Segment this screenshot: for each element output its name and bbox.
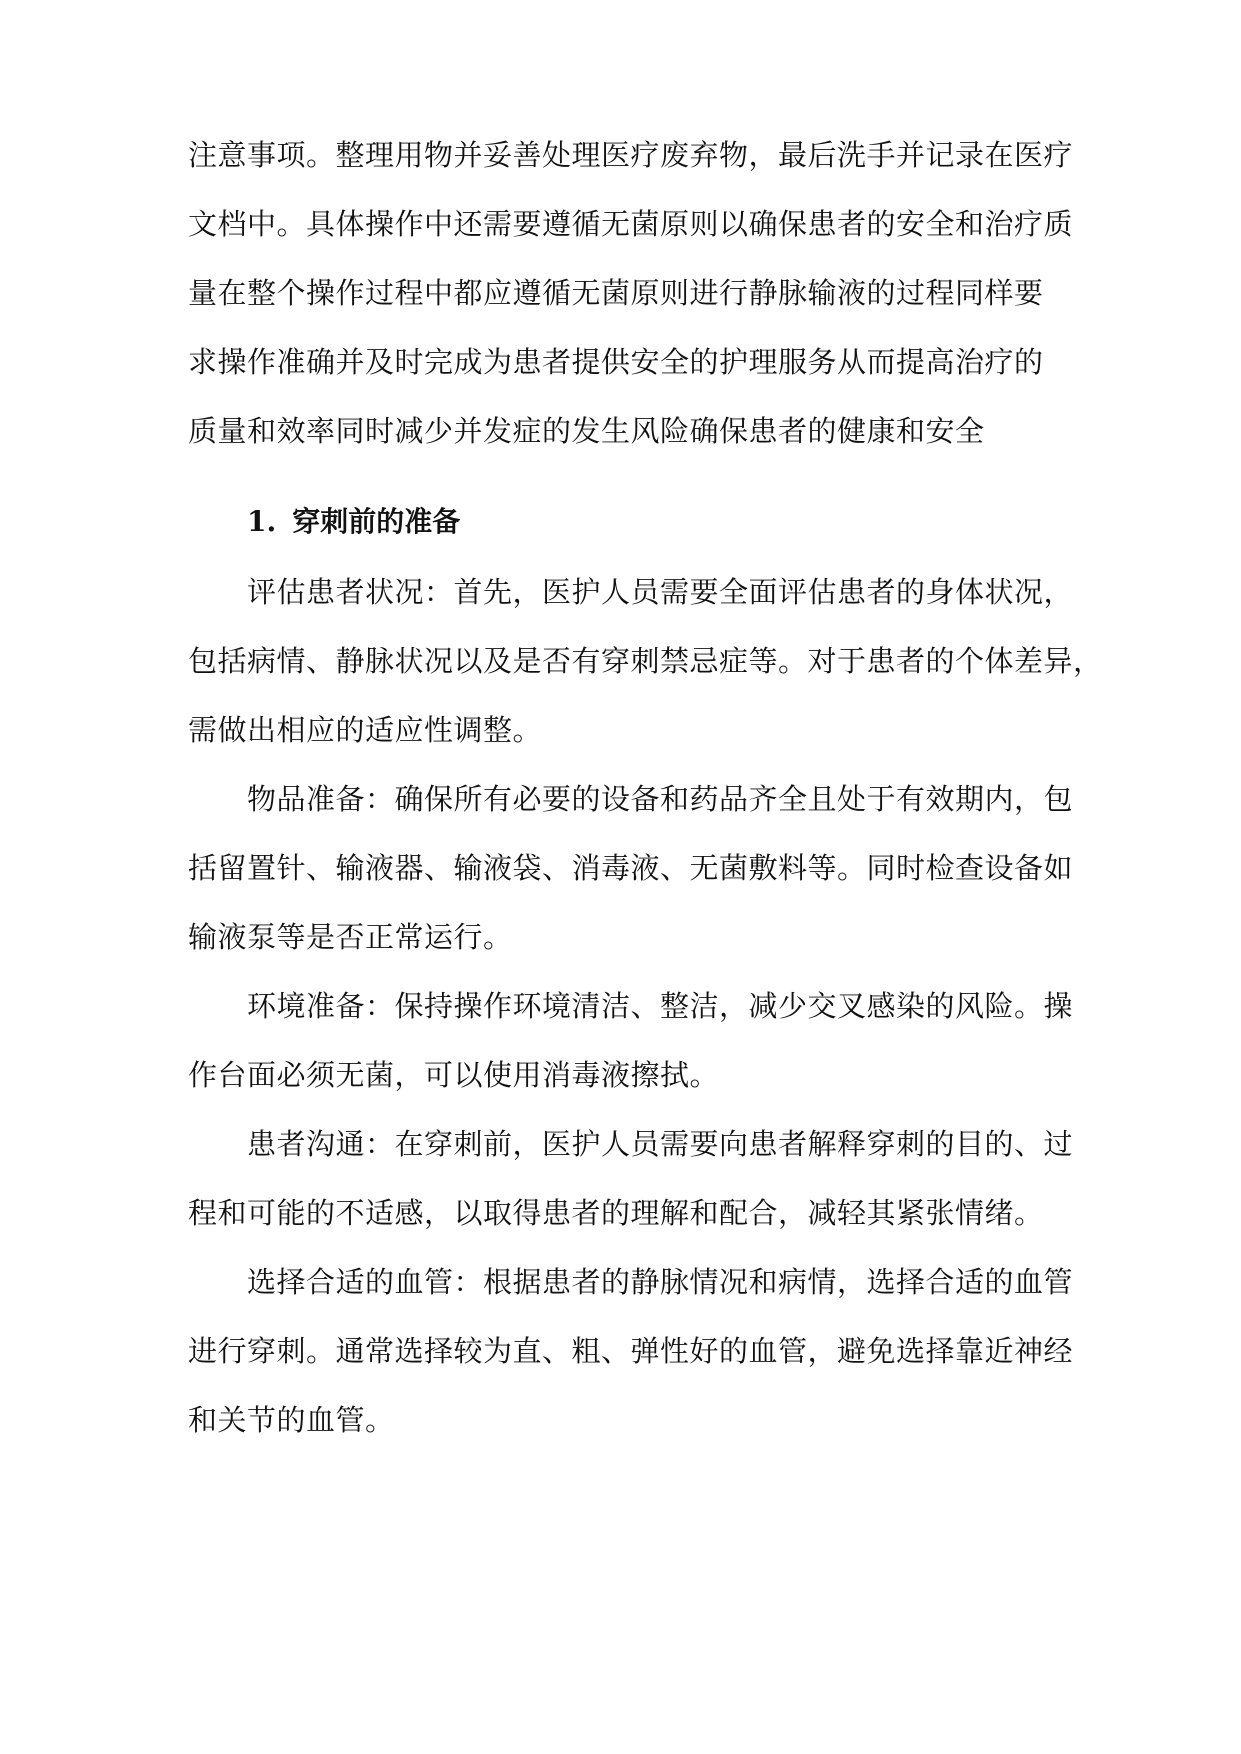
paragraph-line: 括留置针、输液器、输液袋、消毒液、无菌敷料等。同时检查设备如 [188, 851, 1074, 885]
section-heading [247, 504, 460, 540]
intro-line: 文档中。具体操作中还需要遵循无菌原则以确保患者的安全和治疗质 [188, 207, 1074, 241]
paragraph-line: 程和可能的不适感，以取得患者的理解和配合，减轻其紧张情绪。 [188, 1196, 1044, 1230]
intro-line: 质量和效率同时减少并发症的发生风险确保患者的健康和安全 [188, 414, 985, 448]
intro-line: 注意事项。整理用物并妥善处理医疗废弃物，最后洗手并记录在医疗 [188, 138, 1074, 172]
intro-line: 量在整个操作过程中都应遵循无菌原则进行静脉输液的过程同样要 [188, 276, 1044, 310]
paragraph-line: 作台面必须无菌，可以使用消毒液擦拭。 [188, 1058, 720, 1092]
paragraph-line: 需做出相应的适应性调整。 [188, 713, 543, 747]
paragraph-line: 包括病情、静脉状况以及是否有穿刺禁忌症等。对于患者的个体差异， [188, 644, 1103, 678]
paragraph-line: 进行穿刺。通常选择较为直、粗、弹性好的血管，避免选择靠近神经 [188, 1334, 1074, 1368]
section-number: 1. [247, 505, 277, 538]
paragraph-line: 输液泵等是否正常运行。 [188, 920, 513, 954]
intro-line: 求操作准确并及时完成为患者提供安全的护理服务从而提高治疗的 [188, 345, 1044, 379]
paragraph-line: 评估患者状况：首先，医护人员需要全面评估患者的身体状况， [247, 575, 1074, 609]
paragraph-line: 环境准备：保持操作环境清洁、整洁，减少交叉感染的风险。操 [247, 989, 1074, 1023]
paragraph-line: 选择合适的血管：根据患者的静脉情况和病情，选择合适的血管 [247, 1265, 1074, 1299]
paragraph-line: 物品准备：确保所有必要的设备和药品齐全且处于有效期内，包 [247, 782, 1074, 816]
paragraph-line: 患者沟通：在穿刺前，医护人员需要向患者解释穿刺的目的、过 [247, 1127, 1074, 1161]
paragraph-line: 和关节的血管。 [188, 1403, 395, 1437]
section-title: 穿刺前的准备 [292, 505, 461, 538]
